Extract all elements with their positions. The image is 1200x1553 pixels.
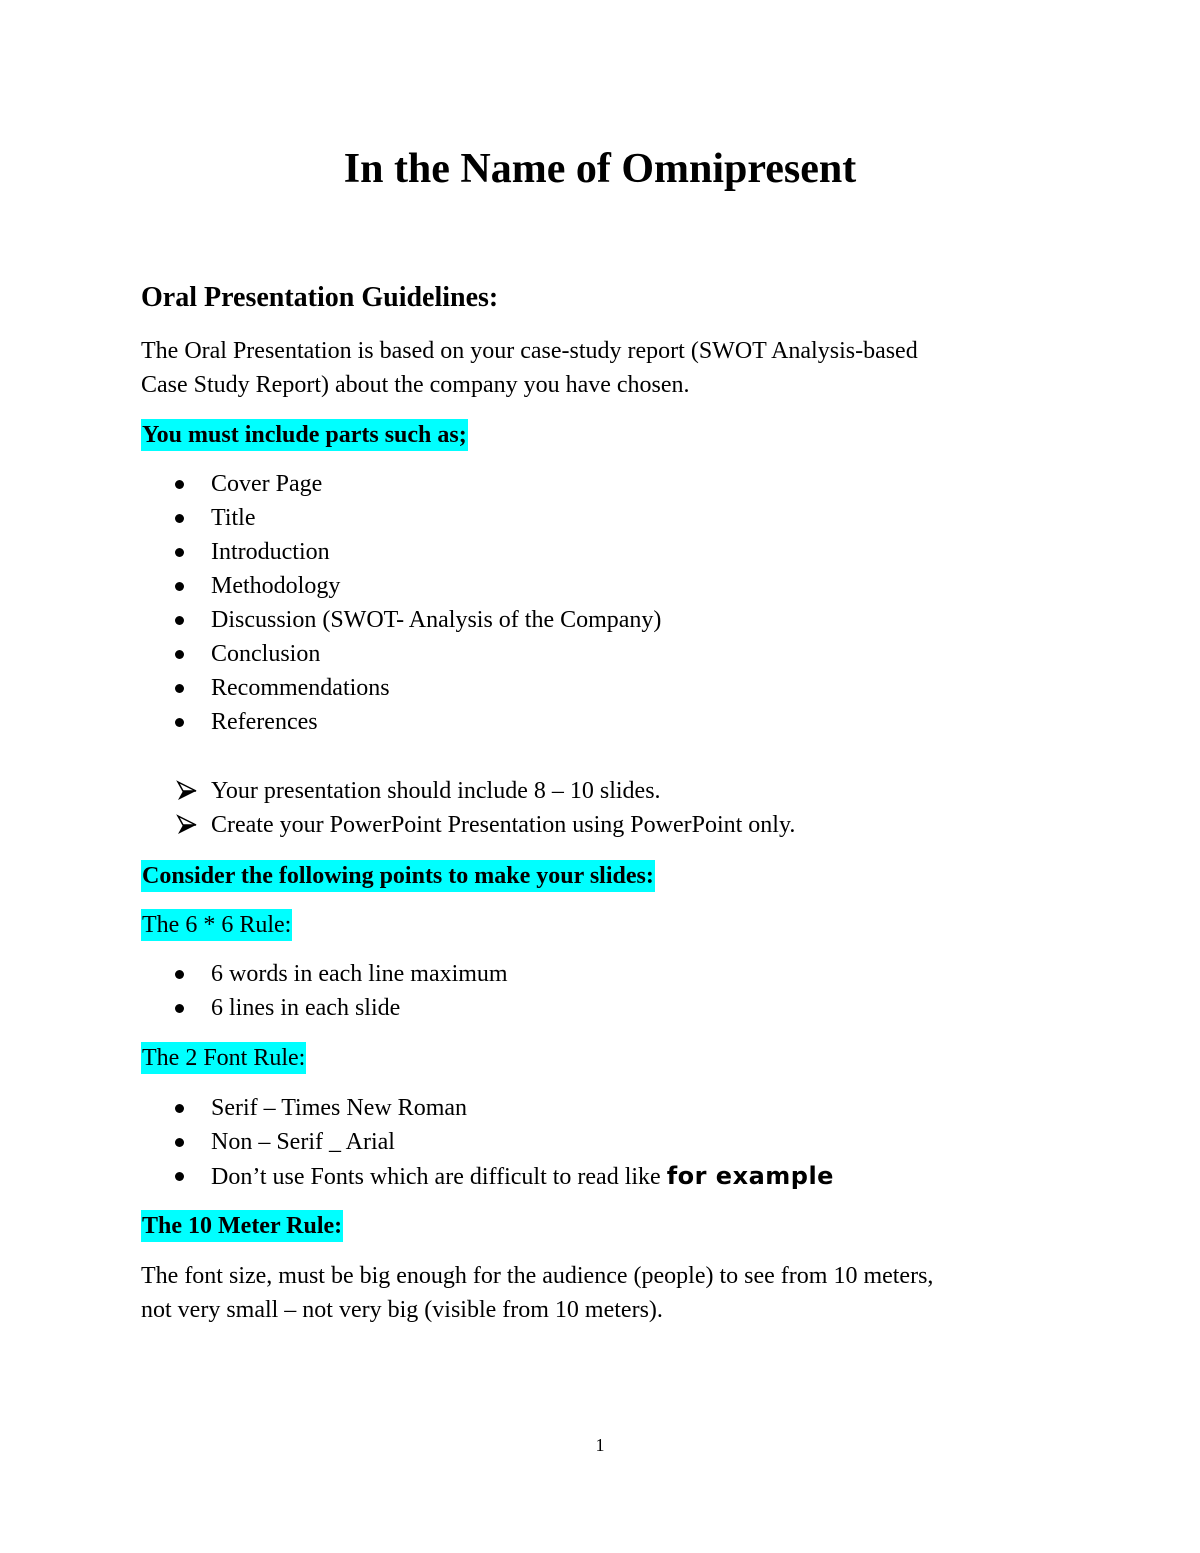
- parts-list: [172, 467, 661, 739]
- page-number: 1: [595, 1435, 605, 1455]
- bullet-icon: [175, 1004, 184, 1013]
- rule-6x6-list: [172, 957, 508, 1025]
- list-item: Discussion (SWOT- Analysis of the Company): [172, 603, 661, 637]
- list-item: Recommendations: [172, 671, 661, 705]
- bullet-icon: [175, 1104, 184, 1113]
- list-item: 6 lines in each slide: [172, 991, 508, 1025]
- list-item: Serif – Times New Roman: [172, 1091, 834, 1125]
- list-item: 6 words in each line maximum: [172, 957, 508, 991]
- bullet-icon: [175, 970, 184, 979]
- list-item: References: [172, 705, 661, 739]
- parts-heading: You must include parts such as;: [141, 419, 468, 451]
- rule-font-heading: The 2 Font Rule:: [141, 1042, 306, 1074]
- bullet-icon: [175, 582, 184, 591]
- requirements-list: [172, 774, 795, 842]
- intro-line-1: The Oral Presentation is based on your case-study report (SWOT Analysis-based: [141, 338, 918, 364]
- arrow-bullet-icon: [176, 814, 198, 836]
- bullet-icon: [175, 616, 184, 625]
- bullet-icon: [175, 650, 184, 659]
- font-example: for example: [666, 1162, 834, 1190]
- list-item: Conclusion: [172, 637, 661, 671]
- bullet-icon: [175, 548, 184, 557]
- bullet-icon: [175, 1138, 184, 1147]
- document-title: In the Name of Omnipresent: [343, 146, 857, 192]
- section-heading: Oral Presentation Guidelines:: [141, 282, 499, 313]
- bullet-icon: [175, 1172, 184, 1181]
- rule-10m-line-1: The font size, must be big enough for the audience (people) to see from 10 meters,: [141, 1263, 934, 1289]
- list-item: Your presentation should include 8 – 10 slides.: [172, 774, 795, 808]
- consider-heading: Consider the following points to make your slides:: [141, 860, 655, 892]
- bullet-icon: [175, 684, 184, 693]
- list-item: Introduction: [172, 535, 661, 569]
- bullet-icon: [175, 480, 184, 489]
- rule-6x6-heading: The 6 * 6 Rule:: [141, 909, 292, 941]
- rule-10m-line-2: not very small – not very big (visible from 10 meters).: [141, 1297, 663, 1323]
- list-item: Non – Serif _ Arial: [172, 1125, 834, 1159]
- list-item: Methodology: [172, 569, 661, 603]
- bullet-icon: [175, 718, 184, 727]
- rule-font-list: [172, 1091, 834, 1193]
- list-item: Don’t use Fonts which are difficult to read like for example: [172, 1159, 834, 1193]
- rule-10m-heading: The 10 Meter Rule:: [141, 1210, 343, 1242]
- list-item: Title: [172, 501, 661, 535]
- arrow-bullet-icon: [176, 780, 198, 802]
- intro-line-2: Case Study Report) about the company you have chosen.: [141, 372, 690, 398]
- list-item: Create your PowerPoint Presentation using PowerPoint only.: [172, 808, 795, 842]
- bullet-icon: [175, 514, 184, 523]
- list-item: Cover Page: [172, 467, 661, 501]
